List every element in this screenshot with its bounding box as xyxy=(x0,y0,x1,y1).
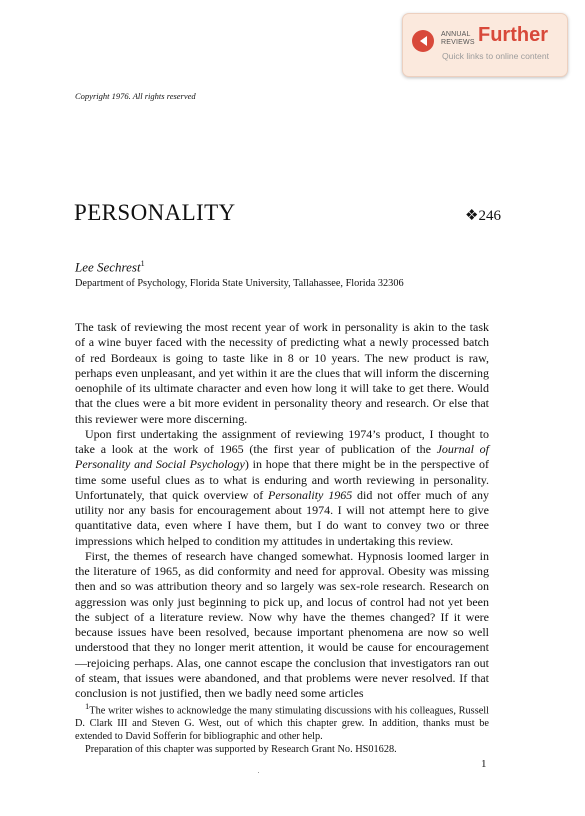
footnote-2-text: Preparation of this chapter was supported by Research Grant No. HS01628. xyxy=(85,744,397,756)
paragraph-3: First, the themes of research have changed somewhat. Hypnosis loomed larger in the literature of 1965, as did conformity and need for approval. Obesity was missing then and so was attribution theory and so largely was sex-role research. Research on aggression was only just beginning to pick up, and locus of control had not yet been the subject of a literature review. Now why have the themes changed? If it were because issues have been resolved, because important phenomena are now so well understood that they no longer merit attention, it would be cause for encouragement—rejoicing perhaps. Alas, one cannot escape the conclusion that investigators ran out of steam, that issues were abandoned, and that problems were never resolved. If that conclusion is not justified, then we badly need some articles xyxy=(75,548,489,700)
further-label: Further xyxy=(478,24,548,46)
footnote-1-text: The writer wishes to acknowledge the many stimulating discussions with his colleagues, Russell D. Clark III and Steven G. West, out of which this chapter grew. In addition, thanks must be extended to David Sofferin for bibliographic and other help. xyxy=(75,705,489,743)
personality-1965-italic: Personality 1965 xyxy=(268,487,353,502)
author-line xyxy=(75,259,145,275)
footnote-2 xyxy=(75,743,489,756)
author-affiliation: Department of Psychology, Florida State University, Tallahassee, Florida 32306 xyxy=(75,278,404,289)
paragraph-2 xyxy=(75,427,489,549)
footnote-1 xyxy=(75,700,489,743)
journal-title-italic: Journal of Personality and Social Psychology xyxy=(75,442,489,472)
body-text xyxy=(75,320,489,701)
footnotes xyxy=(75,700,489,756)
annual-reviews-wordmark xyxy=(441,31,475,47)
chapter-title: PERSONALITY xyxy=(74,200,236,225)
author-name: Lee Sechrest xyxy=(75,259,141,275)
quick-links-label: Quick links to online content xyxy=(442,51,550,61)
chapter-number: ❖246 xyxy=(465,208,501,224)
annual-reviews-logo-icon xyxy=(412,30,434,52)
further-quick-links-badge[interactable] xyxy=(402,13,568,77)
paragraph-2-part-1: Upon first undertaking the assignment of reviewing 1974’s product, I thought to take a look at the work of 1965 (the first year of publication of the xyxy=(75,426,489,456)
paragraph-2-part-3: did not offer much of any utility nor any basis for encouragement about 1974. I will not attempt here to give quantitative data, even where I have them, but I do want to convey two or three impressions which helped to condition my attitudes in undertaking this review. xyxy=(75,487,489,548)
author-footnote-mark: 1 xyxy=(140,259,145,268)
reviews-word: REVIEWS xyxy=(441,39,475,46)
paragraph-1: The task of reviewing the most recent year of work in personality is akin to the task of a wine buyer faced with the necessity of predicting what a newly processed batch of red Bordeaux is going to taste like in 8 or 10 years. The new product is raw, perhaps even unpleasant, and yet within it are the clues that will inform the discerning oenophile of its ultimate character and even how long it will take to get there. Would that the clues were a bit more evident in personality theory and research. Or else that this reviewer were more discerning. xyxy=(75,320,489,426)
page-number: 1 xyxy=(481,758,487,770)
footnote-1-mark: 1 xyxy=(85,701,90,711)
paragraph-2-part-2: ) in hope that there might be in the perspective of time some useful clues as to what is enduring and worth reviewing in personality. Unfortunately, that quick overview of xyxy=(75,457,489,502)
scan-dot xyxy=(258,772,259,773)
copyright-notice: Copyright 1976. All rights reserved xyxy=(75,91,196,101)
annual-word: ANNUAL xyxy=(441,31,471,38)
